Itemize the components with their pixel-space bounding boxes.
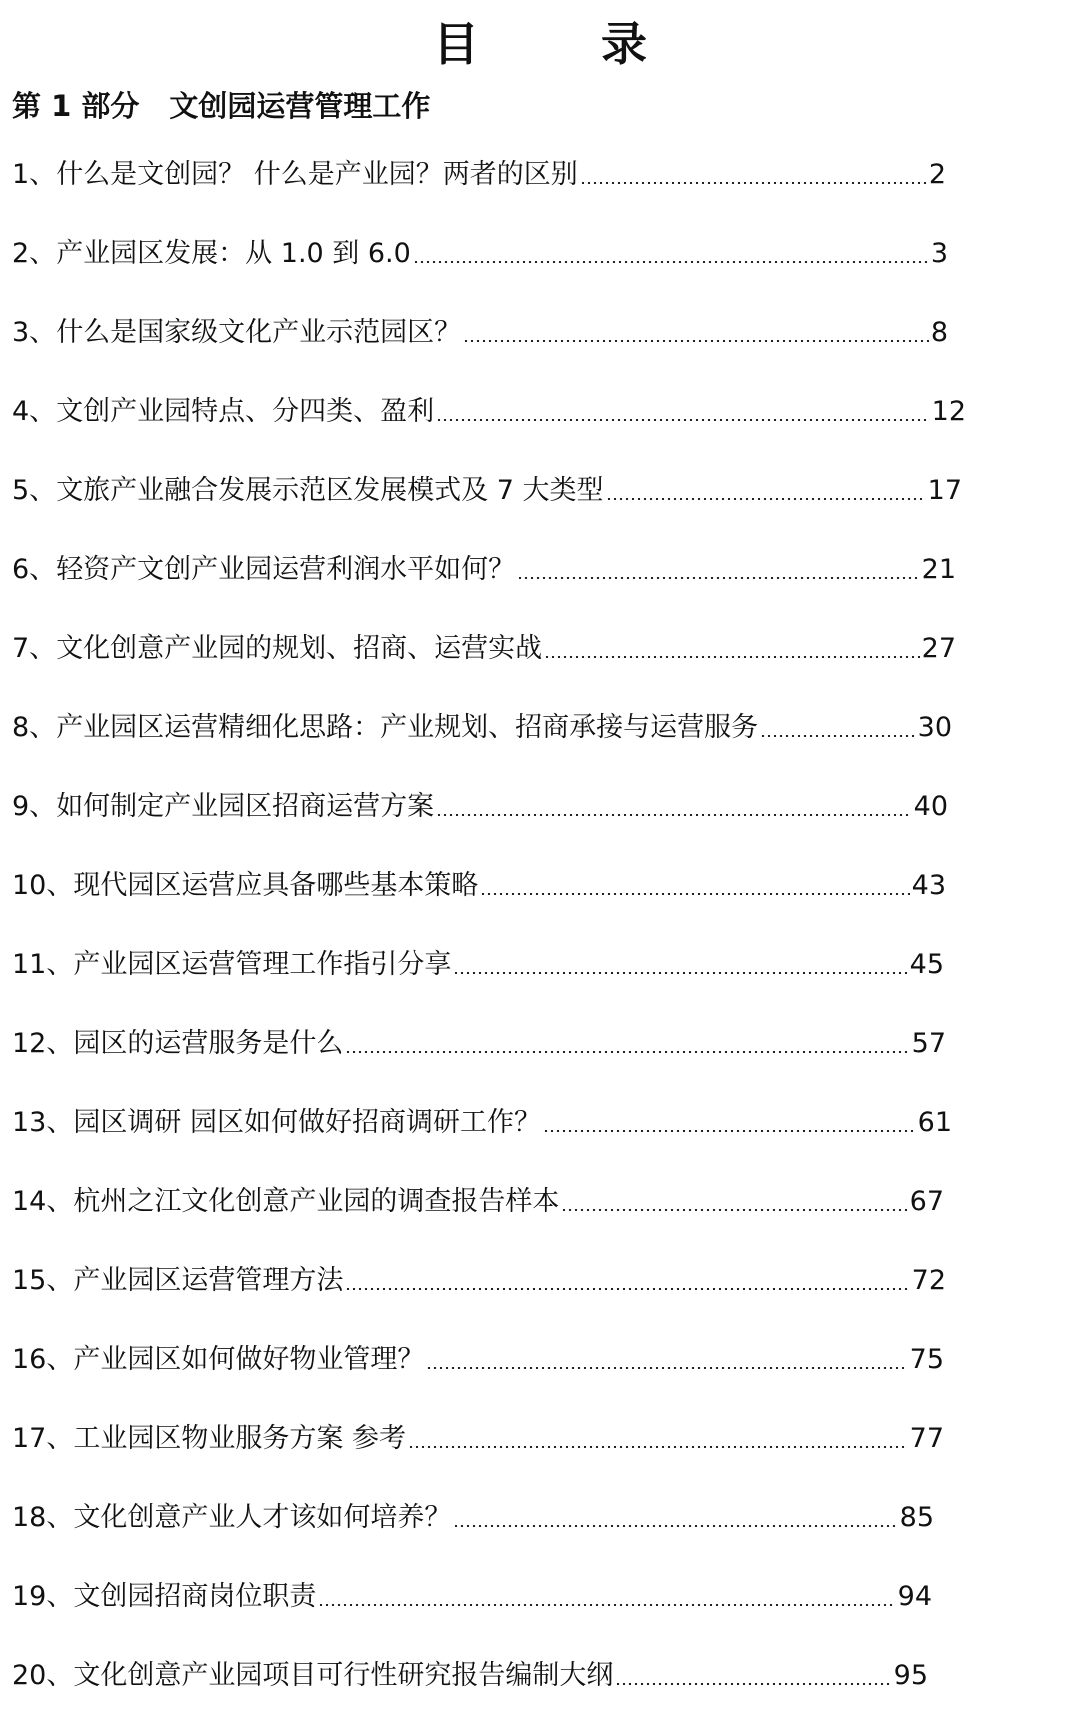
toc-entry-page-number: 21 <box>921 553 956 585</box>
toc-entry-number: 4、 <box>12 395 57 427</box>
toc-leader-dots <box>517 577 919 579</box>
toc-entry-number: 8、 <box>12 711 57 743</box>
section-number: 第 1 部分 <box>12 89 140 123</box>
toc-entry[interactable] <box>12 1557 932 1636</box>
toc-entry-page-number: 77 <box>909 1422 944 1454</box>
toc-entry[interactable] <box>12 1241 946 1320</box>
toc-entry-number: 5、 <box>12 474 57 506</box>
toc-entry-number: 18、 <box>12 1501 74 1533</box>
toc-entry-title: 文化创意产业人才该如何培养？ <box>73 1501 452 1533</box>
toc-leader-dots <box>345 1051 909 1053</box>
toc-entry-page-number: 45 <box>909 948 944 980</box>
section-heading <box>12 80 430 132</box>
toc-entry-title: 文旅产业融合发展示范区发展模式及 7 大类型 <box>56 474 604 506</box>
toc-entry[interactable] <box>12 1004 946 1083</box>
toc-entry-title: 产业园区运营管理方法 <box>73 1264 344 1296</box>
toc-entry-title: 产业园区如何做好物业管理？ <box>73 1343 425 1375</box>
toc-leader-dots <box>544 656 919 658</box>
toc-entry-page-number: 95 <box>893 1659 928 1691</box>
toc-entry-page-number: 17 <box>927 474 962 506</box>
toc-entry-number: 20、 <box>12 1659 74 1691</box>
toc-entry-title: 工业园区物业服务方案 参考 <box>73 1422 406 1454</box>
toc-leader-dots <box>453 972 907 974</box>
toc-entry-number: 7、 <box>12 632 57 664</box>
toc-leader-dots <box>345 1288 909 1290</box>
toc-leader-dots <box>580 182 927 184</box>
toc-entry-title: 杭州之江文化创意产业园的调查报告样本 <box>73 1185 560 1217</box>
toc-entry-number: 12、 <box>12 1027 74 1059</box>
toc-entry[interactable] <box>12 846 946 925</box>
toc-entry-number: 1、 <box>12 158 57 190</box>
toc-entry-number: 9、 <box>12 790 57 822</box>
toc-entry[interactable] <box>12 214 948 293</box>
toc-entry-title: 产业园区发展：从 1.0 到 6.0 <box>56 237 411 269</box>
toc-entry-number: 3、 <box>12 316 57 348</box>
toc-entry-page-number: 75 <box>909 1343 944 1375</box>
toc-entry-page-number: 43 <box>911 869 946 901</box>
toc-leader-dots <box>408 1446 908 1448</box>
toc-entry-number: 13、 <box>12 1106 74 1138</box>
toc-leader-dots <box>480 893 909 895</box>
toc-entry[interactable] <box>12 1162 944 1241</box>
toc-entry[interactable] <box>12 1636 928 1715</box>
toc-entry-title: 什么是文创园？ 什么是产业园？两者的区别 <box>56 158 578 190</box>
toc-entry-number: 6、 <box>12 553 57 585</box>
toc-leader-dots <box>436 419 929 421</box>
toc-entry-title: 园区调研 园区如何做好招商调研工作？ <box>73 1106 541 1138</box>
toc-entry[interactable] <box>12 135 946 214</box>
toc-entry-title: 什么是国家级文化产业示范园区？ <box>56 316 462 348</box>
toc-entry[interactable] <box>12 451 962 530</box>
toc-entry[interactable] <box>12 1320 944 1399</box>
toc-leader-dots <box>561 1209 907 1211</box>
toc-entry-title: 产业园区运营管理工作指引分享 <box>73 948 452 980</box>
toc-entry-page-number: 40 <box>913 790 948 822</box>
toc-entry[interactable] <box>12 1478 934 1557</box>
toc-entry[interactable] <box>12 1399 944 1478</box>
toc-entry-title: 如何制定产业园区招商运营方案 <box>56 790 435 822</box>
toc-list <box>12 135 1052 1715</box>
toc-entry-number: 11、 <box>12 948 74 980</box>
toc-entry-page-number: 94 <box>897 1580 932 1612</box>
toc-entry-page-number: 30 <box>917 711 952 743</box>
toc-leader-dots <box>426 1367 907 1369</box>
toc-leader-dots <box>463 340 929 342</box>
toc-entry[interactable] <box>12 609 956 688</box>
toc-entry[interactable] <box>12 688 952 767</box>
toc-entry-title: 文化创意产业园项目可行性研究报告编制大纲 <box>73 1659 614 1691</box>
toc-leader-dots <box>615 1683 891 1685</box>
toc-entry[interactable] <box>12 293 948 372</box>
toc-leader-dots <box>436 814 911 816</box>
toc-entry-number: 14、 <box>12 1185 74 1217</box>
section-name: 文创园运营管理工作 <box>169 89 431 123</box>
toc-entry-number: 15、 <box>12 1264 74 1296</box>
toc-entry-title: 现代园区运营应具备哪些基本策略 <box>73 869 479 901</box>
toc-entry-title: 产业园区运营精细化思路：产业规划、招商承接与运营服务 <box>56 711 759 743</box>
toc-entry-number: 10、 <box>12 869 74 901</box>
toc-entry-number: 2、 <box>12 237 57 269</box>
toc-leader-dots <box>318 1604 895 1606</box>
toc-entry[interactable] <box>12 767 948 846</box>
toc-entry-title: 文创产业园特点、分四类、盈利 <box>56 395 435 427</box>
toc-entry-title: 文化创意产业园的规划、招商、运营实战 <box>56 632 543 664</box>
toc-entry-page-number: 27 <box>921 632 956 664</box>
toc-entry-number: 17、 <box>12 1422 74 1454</box>
toc-entry-title: 轻资产文创产业园运营利润水平如何？ <box>56 553 516 585</box>
toc-entry-page-number: 8 <box>930 316 948 348</box>
toc-entry-page-number: 3 <box>930 237 948 269</box>
toc-entry[interactable] <box>12 925 944 1004</box>
toc-entry-page-number: 12 <box>931 395 966 427</box>
toc-entry-number: 16、 <box>12 1343 74 1375</box>
toc-entry[interactable] <box>12 530 956 609</box>
toc-entry-title: 文创园招商岗位职责 <box>73 1580 317 1612</box>
toc-entry-number: 19、 <box>12 1580 74 1612</box>
toc-entry-page-number: 67 <box>909 1185 944 1217</box>
toc-entry[interactable] <box>12 1083 952 1162</box>
toc-entry-page-number: 72 <box>911 1264 946 1296</box>
toc-leader-dots <box>413 261 929 263</box>
toc-leader-dots <box>453 1525 897 1527</box>
toc-entry-page-number: 2 <box>928 158 946 190</box>
toc-leader-dots <box>606 498 926 500</box>
toc-title: 目 录 <box>433 17 685 71</box>
toc-entry[interactable] <box>12 372 966 451</box>
toc-entry-page-number: 57 <box>911 1027 946 1059</box>
toc-leader-dots <box>543 1130 916 1132</box>
toc-entry-page-number: 85 <box>899 1501 934 1533</box>
toc-leader-dots <box>760 735 915 737</box>
toc-entry-page-number: 61 <box>917 1106 952 1138</box>
toc-entry-title: 园区的运营服务是什么 <box>73 1027 344 1059</box>
